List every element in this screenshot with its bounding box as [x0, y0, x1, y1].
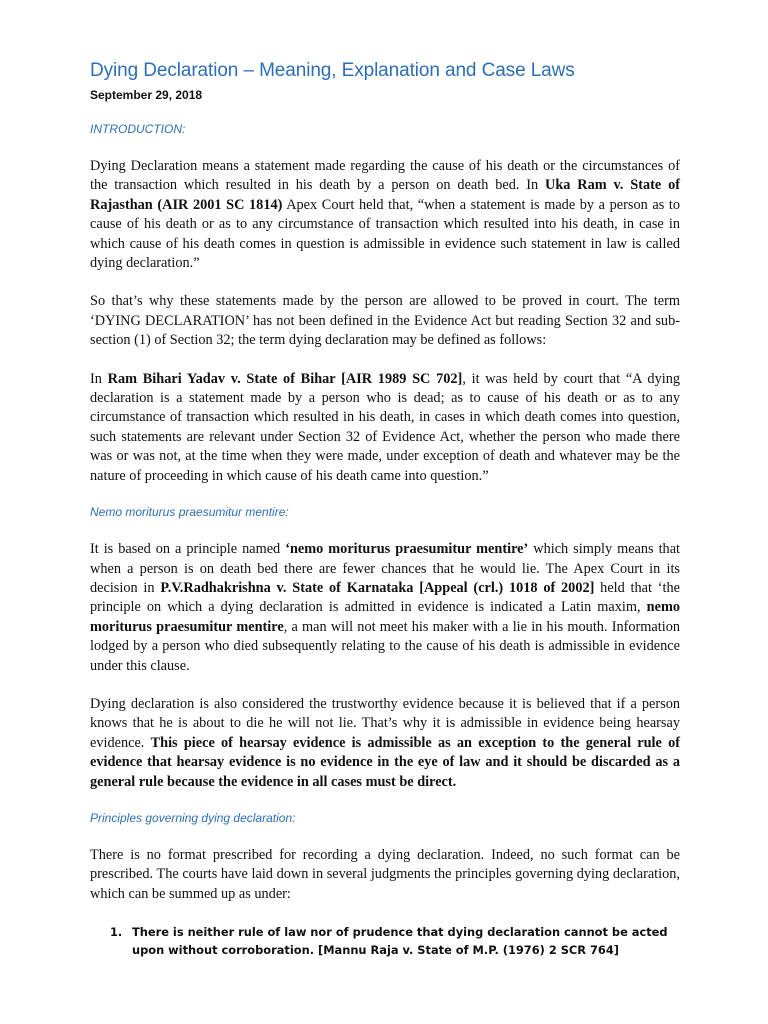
- text-run: , it was held by court that “A dying declaration is a statement made by a person who is dead; as to cause of his death or as to any circumstance of transaction which resulted in his death, in cases in which death comes into question, such statements are relevant under Section 32 of Evidence Act, whether the person who made there was or was not, at the time when they were made, under exception of death and whatever may be the nature of proceeding in which cause of his death came into question.”: [90, 370, 680, 484]
- latin-maxim: nemo moriturus praesumitur mentire: [90, 599, 680, 635]
- text-run: In: [90, 370, 108, 387]
- document-page: [90, 60, 680, 959]
- ram-bihari-paragraph: [90, 370, 680, 486]
- case-citation: P.V.Radhakrishna v. State of Karnataka [Appeal (crl.) 1018 of 2002]: [160, 579, 595, 596]
- latin-maxim: ‘nemo moriturus praesumitur mentire’: [285, 541, 529, 558]
- text-run: , a man will not meet his maker with a lie in his mouth. Information lodged by a person who died subsequently relating to the cause of his death is admissible in evidence under this clause.: [90, 618, 680, 674]
- list-number: 1.: [110, 925, 123, 940]
- hearsay-rule-emphasis: This piece of hearsay evidence is admissible as an exception to the general rule of evidence that hearsay evidence is no evidence in the eye of law and it should be discarded as a general rule because the evidence in all cases must be direct.: [90, 734, 680, 790]
- principles-intro-paragraph: There is no format prescribed for recording a dying declaration. Indeed, no such format can be prescribed. The courts have laid down in several judgments the principles governing dying declaration, which can be summed up as under:: [90, 846, 680, 902]
- text-run: It is based on a principle named: [90, 541, 286, 558]
- intro-paragraph: [90, 157, 680, 273]
- case-citation: Ram Bihari Yadav v. State of Bihar [AIR 1989 SC 702]: [107, 370, 463, 387]
- list-item-text: There is neither rule of law nor of prudence that dying declaration cannot be acted upon without corroboration. [Mannu Raja v. State of M.P. (1976) 2 SCR 764]: [132, 925, 668, 958]
- publish-date: September 29, 2018: [90, 88, 203, 102]
- document-title: Dying Declaration – Meaning, Explanation and Case Laws: [90, 60, 575, 81]
- text-run: held that ‘the principle on which a dying declaration is admitted in evidence is indicated a Latin maxim,: [90, 579, 680, 616]
- text-run: Dying Declaration means a statement made regarding the cause of his death or the circumstances of the transaction which resulted in his death by a person on death bed. In: [90, 158, 680, 194]
- nemo-heading: Nemo moriturus praesumitur mentire:: [90, 505, 289, 520]
- principles-heading: Principles governing dying declaration:: [90, 810, 296, 825]
- hearsay-paragraph: [90, 695, 680, 792]
- nemo-paragraph: [90, 540, 680, 676]
- case-citation: Uka Ram v. State of Rajasthan (AIR 2001 SC 1814): [90, 177, 680, 213]
- principles-list: [90, 923, 680, 959]
- definition-paragraph: So that’s why these statements made by the person are allowed to be proved in court. The term ‘DYING DECLARATION’ has not been defined in the Evidence Act but reading Section 32 and sub-section (1) of Section 32; the term dying declaration may be defined as follows:: [90, 293, 680, 349]
- text-run: which simply means that when a person is on death bed there are fewer chances that he would lie. The Apex Court in its decision in: [90, 541, 681, 596]
- list-item: [110, 923, 680, 959]
- text-run: Dying declaration is also considered the trustworthy evidence because it is believed that if a person knows that he is about to die he will not lie. That’s why it is admissible in evidence being hearsay evidence.: [90, 695, 680, 751]
- introduction-heading: INTRODUCTION:: [90, 122, 186, 136]
- text-run: Apex Court held that, “when a statement is made by a person as to cause of his death or as to any circumstance of transaction which resulted into his death, in case in which cause of his death comes in question is admissible in evidence such statement in law is called dying declaration.”: [90, 196, 680, 272]
